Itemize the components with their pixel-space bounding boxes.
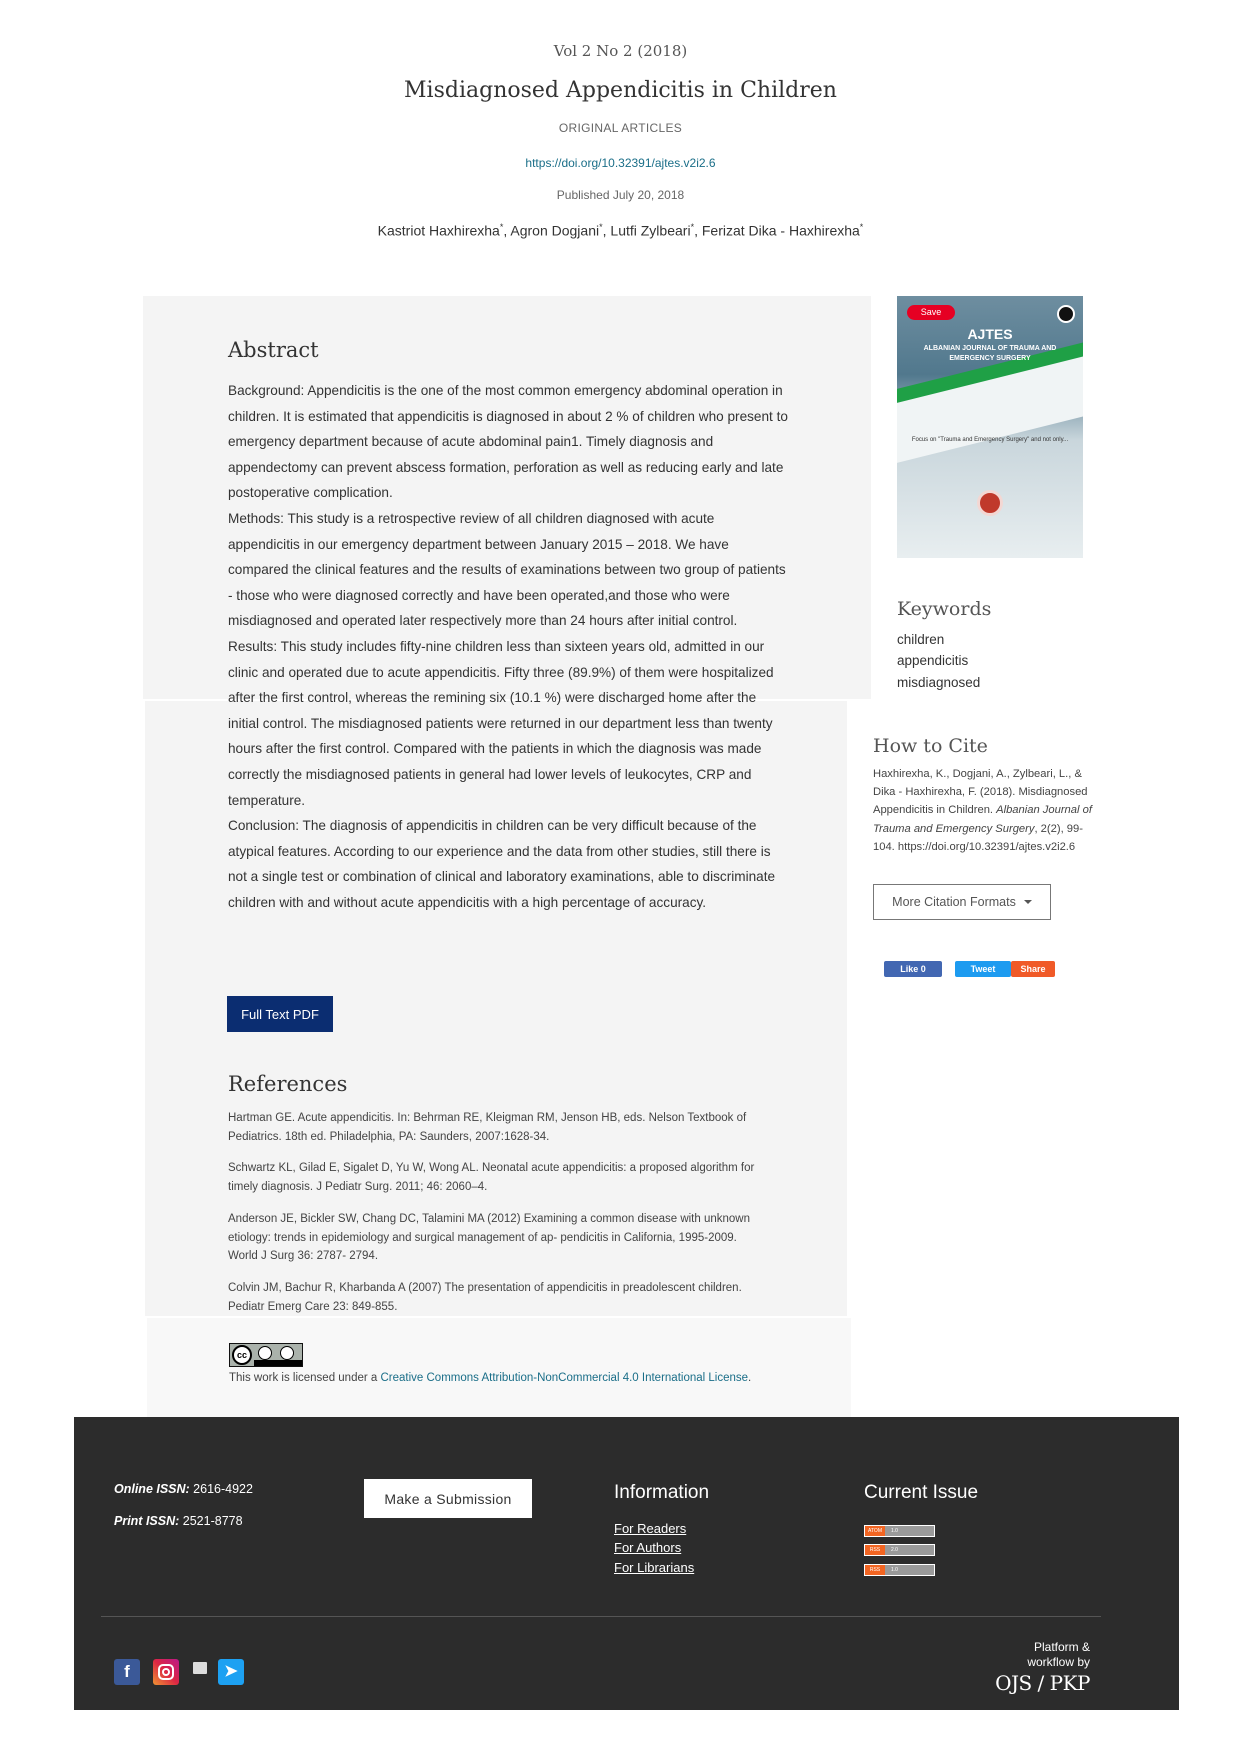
for-authors-link[interactable]: For Authors [614, 1540, 682, 1555]
reference-item: Schwartz KL, Gilad E, Sigalet D, Yu W, Wong AL. Neonatal acute appendicitis: a proposed algorithm for timely diagnosis. J Pediatr Surg. 2011; 46: 2060–4. [228, 1162, 755, 1193]
abstract-paragraph: Background: Appendicitis is the one of the most common emergency abdominal operation in children. It is estimated that appendicitis is diagnosed in about 2 % of children who present to emergency department because of acute abdominal pain1. Timely diagnosis and appendectomy can prevent abscess formation, perforation as well as reducing early and late postoperative complication. [228, 383, 788, 501]
citation-journal: Albanian Journal of Trauma and Emergency Surgery [873, 804, 1092, 835]
online-issn [114, 1482, 253, 1496]
journal-cover-image[interactable] [897, 296, 1083, 558]
feed-type: RSS [865, 1565, 885, 1575]
author: Lutfi Zylbeari [610, 222, 691, 239]
published-date: Published July 20, 2018 [556, 188, 685, 202]
keywords-heading: Keywords [897, 598, 992, 620]
platform-credit: Platform & workflow by [1027, 1640, 1090, 1669]
keyword-item: children [897, 632, 945, 647]
citation-text [873, 765, 1093, 856]
instagram-icon[interactable] [153, 1659, 179, 1685]
online-issn-label: Online ISSN: [114, 1482, 190, 1496]
more-citation-formats-button[interactable] [873, 884, 1051, 920]
citation-authors: Haxhirexha, K., Dogjani, A., Zylbeari, L., & Dika - Haxhirexha, F. (2018). Misdiagnosed Appendicitis in Children. [873, 768, 1088, 817]
seal-icon [977, 490, 1003, 516]
rss1-feed-icon[interactable] [864, 1564, 935, 1576]
lens-icon[interactable] [1057, 305, 1075, 323]
cc-license-badge-icon[interactable]: cc [229, 1343, 303, 1367]
broken-image-icon[interactable] [193, 1662, 207, 1674]
cover-title: AJTES [967, 326, 1013, 342]
ojs-pkp-logo[interactable]: OJS / PKP [995, 1671, 1090, 1695]
abstract-body [228, 378, 788, 915]
feed-version: 1.0 [891, 1567, 898, 1573]
information-heading: Information [614, 1482, 710, 1503]
current-issue-heading: Current Issue [864, 1482, 979, 1503]
author-mark: * [599, 222, 603, 232]
print-issn-value: 2521-8778 [179, 1514, 243, 1528]
references-heading: References [228, 1072, 348, 1096]
print-issn-label: Print ISSN: [114, 1514, 180, 1528]
license-text [229, 1369, 769, 1387]
abstract-heading: Abstract [228, 338, 319, 362]
license-panel [147, 1318, 851, 1418]
facebook-like-button[interactable]: Like 0 [884, 961, 942, 977]
doi-link[interactable]: https://doi.org/10.32391/ajtes.v2i2.6 [525, 156, 716, 170]
license-prefix: This work is licensed under a [229, 1372, 381, 1384]
citation-button-label: More Citation Formats [892, 895, 1016, 909]
tweet-button[interactable]: Tweet [955, 961, 1011, 977]
online-issn-value: 2616-4922 [189, 1482, 253, 1496]
pinterest-save-button[interactable]: Save [907, 305, 955, 320]
abstract-paragraph: Conclusion: The diagnosis of appendicitis in children can be very difficult because of the atypical features. According to our experience and the data from other studies, still there is not a single test or combination of clinical and laboratory examinations, able to discriminate children with and without acute appendicitis with a high percentage of accuracy. [228, 818, 776, 910]
citation-volume: , 2(2), 99-104. https://doi.org/10.32391/ajtes.v2i2.6 [873, 822, 1083, 853]
reference-item: Hartman GE. Acute appendicitis. In: Behrman RE, Kleigman RM, Jenson HB, eds. Nelson Textbook of Pediatrics. 18th ed. Philadelphia, PA: Saunders, 2007:1628-34. [228, 1112, 747, 1143]
reference-item: Anderson JE, Bickler SW, Chang DC, Talamini MA (2012) Examining a common disease with unknown etiology: trends in epidemiology and surgical management of ap- pendicitis in California, 1995-2009. World J Surg 36: 2787- 2794. [228, 1213, 750, 1262]
how-to-cite-heading: How to Cite [873, 735, 988, 757]
license-link[interactable]: Creative Commons Attribution-NonCommercial 4.0 International License [380, 1372, 749, 1384]
full-text-pdf-button[interactable]: Full Text PDF [227, 996, 333, 1032]
keyword-item: appendicitis [897, 653, 969, 668]
abstract-paragraph: Results: This study includes fifty-nine children less than sixteen years old, admitted in our clinic and operated due to acute appendicitis. Fifty three (89.9%) of them were hospitalized after the first control, whereas the remining six (10.1 %) were discharged home after the initial control. The misdiagnosed patients were returned in our department less than twenty hours after the first control. Compared with the patients in which the diagnosis was made correctly the misdiagnosed patients in general had lower levels of leukocytes, CRP and temperature. [228, 638, 774, 808]
make-submission-button[interactable]: Make a Submission [364, 1479, 532, 1518]
issue-label: Vol 2 No 2 (2018) [553, 42, 688, 60]
author-list: Kastriot Haxhirexha*, Agron Dogjani*, Lutfi Zylbeari*, Ferizat Dika - Haxhirexha* [377, 222, 864, 239]
author-mark: * [499, 222, 504, 232]
section-label: ORIGINAL ARTICLES [558, 121, 683, 135]
cover-subtitle: ALBANIAN JOURNAL OF TRAUMA AND EMERGENCY SURGERY [923, 345, 1057, 362]
author: Ferizat Dika - Haxhirexha [701, 222, 860, 239]
rss2-feed-icon[interactable] [864, 1544, 935, 1556]
author-mark: * [690, 222, 695, 232]
twitter-icon[interactable]: ➤ [218, 1659, 244, 1685]
print-issn [114, 1514, 243, 1528]
atom-feed-icon[interactable] [864, 1525, 935, 1537]
for-librarians-link[interactable]: For Librarians [614, 1560, 695, 1575]
footer-divider [101, 1616, 1101, 1617]
author-mark: * [859, 222, 864, 232]
feed-version: 2.0 [891, 1547, 898, 1553]
feed-type: RSS [865, 1545, 885, 1555]
facebook-icon[interactable]: f [114, 1659, 140, 1685]
article-title: Misdiagnosed Appendicitis in Children [404, 78, 837, 103]
license-suffix: . [748, 1372, 752, 1384]
feed-version: 1.0 [891, 1528, 898, 1534]
reference-item: Colvin JM, Bachur R, Kharbanda A (2007) The presentation of appendicitis in preadolescent children. Pediatr Emerg Care 23: 849-855. [228, 1282, 742, 1313]
share-button[interactable]: Share [1011, 961, 1055, 977]
abstract-paragraph: Methods: This study is a retrospective review of all children diagnosed with acute appendicitis in our emergency department between January 2015 – 2018. We have compared the clinical features and the results of examinations between two group of patients - those who were diagnosed correctly and have been operated,and those who were misdiagnosed and operated later respectively more than 24 hours after initial control. [228, 510, 786, 629]
author: Kastriot Haxhirexha [377, 222, 500, 239]
chevron-down-icon [1024, 900, 1032, 904]
author: Agron Dogjani [510, 222, 600, 239]
for-readers-link[interactable]: For Readers [614, 1521, 687, 1536]
feed-type: ATOM [865, 1526, 885, 1536]
keyword-item: misdiagnosed [897, 675, 981, 690]
cover-focus-text: Focus on "Trauma and Emergency Surgery" and not only... [911, 437, 1069, 443]
